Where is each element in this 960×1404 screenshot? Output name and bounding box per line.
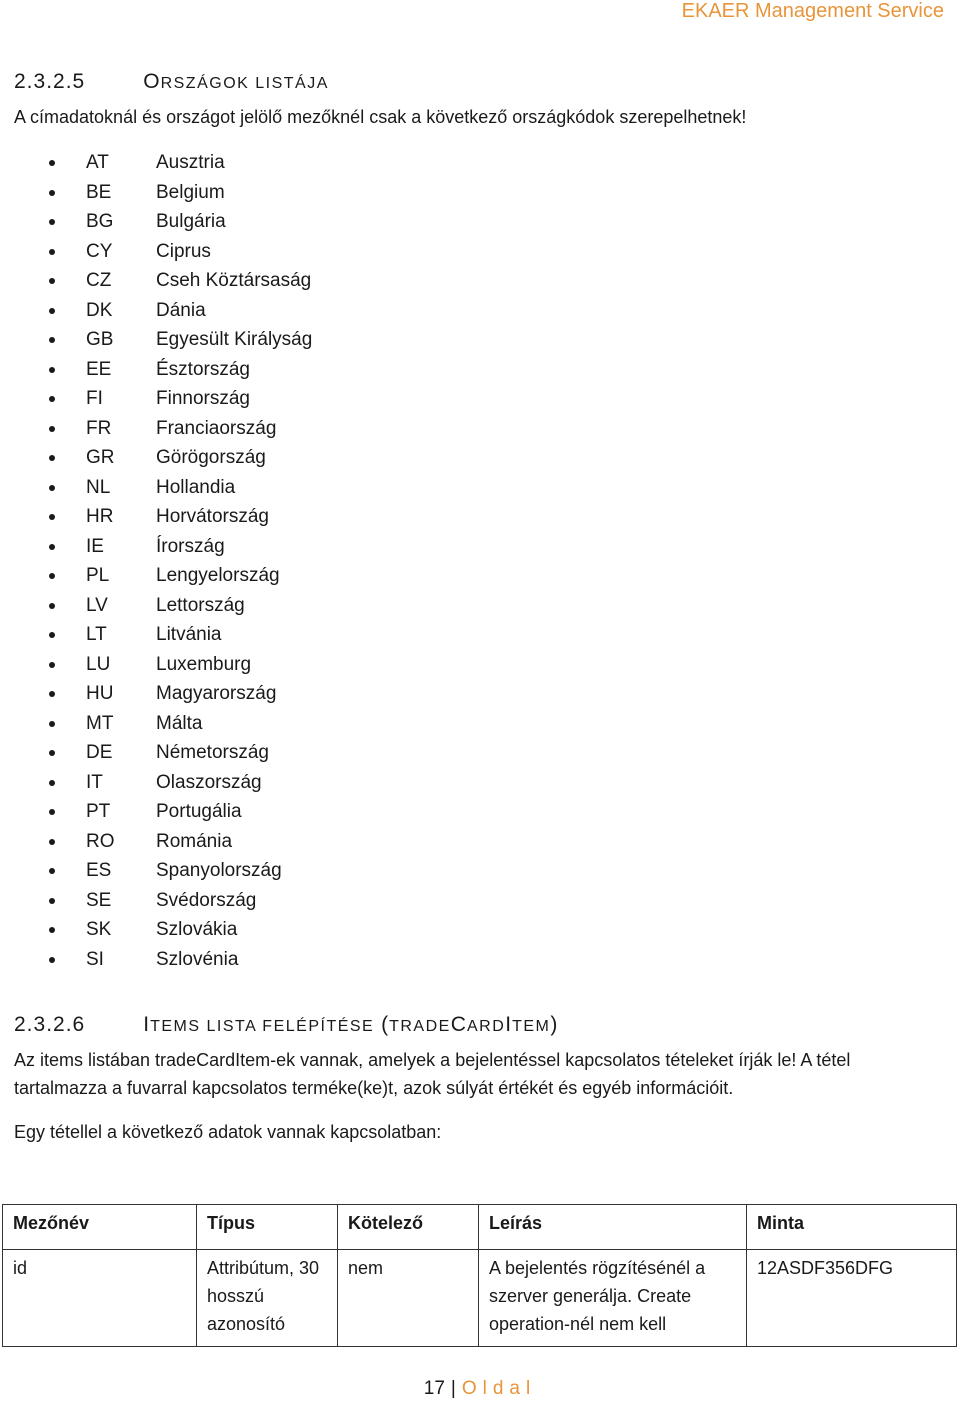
fields-table xyxy=(2,1204,957,1347)
title-part: TEMS LISTA FELÉPÍTÉSE xyxy=(150,1018,375,1035)
country-code: HR xyxy=(86,506,114,527)
column-header-description: Leírás xyxy=(479,1205,747,1250)
country-code: BG xyxy=(86,211,114,232)
section-heading-countries xyxy=(14,70,329,94)
bullet-icon xyxy=(49,721,55,727)
bullet-icon xyxy=(49,396,55,402)
bullet-icon xyxy=(49,367,55,373)
country-code: AT xyxy=(86,152,109,173)
country-code: DK xyxy=(86,299,113,321)
country-code: PT xyxy=(86,801,111,822)
cell-type: Attribútum, 30 hosszú azonosító xyxy=(197,1250,338,1347)
section-number: 2.3.2.5 xyxy=(14,70,86,93)
country-name: Románia xyxy=(156,830,233,852)
page-footer xyxy=(0,1378,960,1400)
bullet-icon xyxy=(49,190,55,196)
country-name: Írország xyxy=(156,535,225,557)
country-name: Egyesült Királyság xyxy=(156,329,313,350)
country-name: Ciprus xyxy=(156,240,211,262)
country-code: PL xyxy=(86,565,110,586)
country-code: IE xyxy=(86,535,104,557)
cell-sample: 12ASDF356DFG xyxy=(747,1250,957,1347)
country-name: Málta xyxy=(156,712,203,734)
country-code: ES xyxy=(86,860,112,881)
country-code: BE xyxy=(86,181,112,203)
bullet-icon xyxy=(49,691,55,697)
bullet-icon xyxy=(49,485,55,491)
cell-required: nem xyxy=(338,1250,479,1347)
title-part: I xyxy=(505,1013,513,1036)
title-part: ) xyxy=(550,1013,559,1036)
country-name: Szlovénia xyxy=(156,948,239,970)
title-part: ( xyxy=(374,1013,390,1036)
section-title: ORSZÁGOK LISTÁJA xyxy=(143,70,329,93)
title-part: TEM xyxy=(512,1018,551,1035)
country-name: Bulgária xyxy=(156,211,226,232)
country-name: Németország xyxy=(156,742,269,763)
column-header-type: Típus xyxy=(197,1205,338,1250)
items-intro: Egy tétellel a következő adatok vannak kapcsolatban: xyxy=(14,1122,442,1142)
country-name: Észtország xyxy=(156,358,250,380)
column-header-required: Kötelező xyxy=(338,1205,479,1250)
country-name: Hollandia xyxy=(156,476,236,498)
country-code: SE xyxy=(86,889,112,911)
country-code: LV xyxy=(86,594,108,616)
country-name: Finnország xyxy=(156,388,250,409)
country-name: Horvátország xyxy=(156,506,269,527)
bullet-icon xyxy=(49,278,55,284)
bullet-icon xyxy=(49,219,55,225)
header-title: EKAER Management Service xyxy=(681,0,944,22)
bullet-icon xyxy=(49,426,55,432)
country-code: FR xyxy=(86,417,112,439)
countries-intro: A címadatoknál és országot jelölő mezőknél csak a következő országkódok szerepelhetnek! xyxy=(14,107,747,127)
bullet-icon xyxy=(49,809,55,815)
bullet-icon xyxy=(49,839,55,845)
bullet-icon xyxy=(49,750,55,756)
country-code: GR xyxy=(86,447,115,468)
country-name: Luxemburg xyxy=(156,653,252,675)
country-name: Svédország xyxy=(156,889,257,911)
bullet-icon xyxy=(49,603,55,609)
bullet-icon xyxy=(49,898,55,904)
country-name: Szlovákia xyxy=(156,919,238,940)
country-name: Olaszország xyxy=(156,771,262,793)
country-name: Magyarország xyxy=(156,683,277,704)
title-part: C xyxy=(450,1013,467,1036)
country-name: Franciaország xyxy=(156,417,277,439)
table-row xyxy=(3,1250,957,1347)
footer-separator: | xyxy=(450,1378,456,1399)
country-code: IT xyxy=(86,771,103,793)
country-code: CY xyxy=(86,240,113,262)
bullet-icon xyxy=(49,868,55,874)
country-code: DE xyxy=(86,742,113,763)
title-part: TRADE xyxy=(389,1018,451,1035)
country-code: SK xyxy=(86,919,112,940)
section-heading-items xyxy=(14,1013,558,1037)
bullet-icon xyxy=(49,514,55,520)
country-code: LU xyxy=(86,653,111,675)
country-code: GB xyxy=(86,329,114,350)
bullet-icon xyxy=(49,573,55,579)
country-name: Portugália xyxy=(156,801,242,822)
bullet-icon xyxy=(49,632,55,638)
bullet-icon xyxy=(49,455,55,461)
country-code: LT xyxy=(86,624,107,645)
bullet-icon xyxy=(49,308,55,314)
country-code: NL xyxy=(86,476,111,498)
bullet-icon xyxy=(49,249,55,255)
country-code: RO xyxy=(86,830,115,852)
bullet-icon xyxy=(49,337,55,343)
country-name: Belgium xyxy=(156,181,225,203)
column-header-sample: Minta xyxy=(747,1205,957,1250)
country-name: Cseh Köztársaság xyxy=(156,270,312,291)
country-name: Litvánia xyxy=(156,624,222,645)
country-name: Lettország xyxy=(156,594,245,616)
title-part: I xyxy=(143,1013,151,1036)
bullet-icon xyxy=(49,160,55,166)
bullet-icon xyxy=(49,780,55,786)
bullet-icon xyxy=(49,927,55,933)
bullet-icon xyxy=(49,662,55,668)
country-code: MT xyxy=(86,712,114,734)
country-name: Lengyelország xyxy=(156,565,280,586)
page-number: 17 xyxy=(423,1378,445,1399)
section-number: 2.3.2.6 xyxy=(14,1013,86,1036)
country-code: FI xyxy=(86,388,103,409)
country-name: Dánia xyxy=(156,299,206,321)
items-description: Az items listában tradeCardItem-ek vannak, amelyek a bejelentéssel kapcsolatos tételeket írják le! A tétel tartalmazza a fuvarral kapcsolatos terméke(ke)t, azok súlyát értékét és egyéb információit. xyxy=(14,1050,851,1098)
country-name: Ausztria xyxy=(156,152,225,173)
country-code: EE xyxy=(86,358,112,380)
country-code: HU xyxy=(86,683,114,704)
table-header-row xyxy=(3,1205,957,1250)
country-name: Spanyolország xyxy=(156,860,282,881)
country-code: CZ xyxy=(86,270,112,291)
country-code: SI xyxy=(86,948,104,970)
country-name: Görögország xyxy=(156,447,266,468)
bullet-icon xyxy=(49,957,55,963)
cell-field-name: id xyxy=(3,1250,197,1347)
title-part: ARD xyxy=(466,1018,506,1035)
document-header xyxy=(682,0,944,22)
section-title xyxy=(143,1013,558,1036)
cell-description: A bejelentés rögzítésénél a szerver generálja. Create operation-nél nem kell xyxy=(479,1250,747,1347)
column-header-field-name: Mezőnév xyxy=(3,1205,197,1250)
page-label: Oldal xyxy=(461,1378,537,1399)
bullet-icon xyxy=(49,544,55,550)
